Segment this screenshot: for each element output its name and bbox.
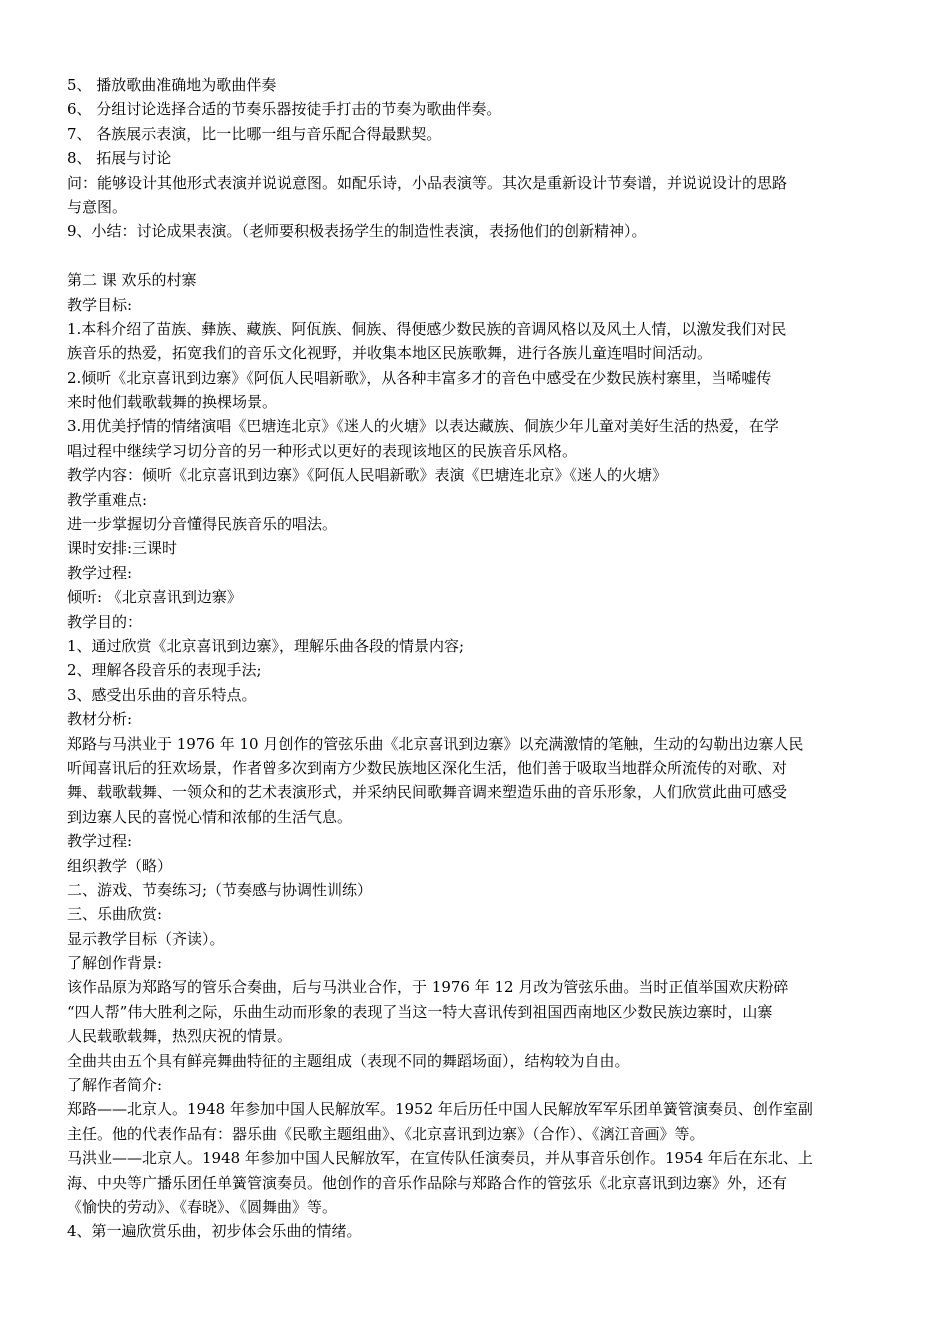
text-line: 马洪业——北京人。1948 年参加中国人民解放军，在宣传队任演奏员，并从事音乐创作。1954 年后在东北、上 bbox=[67, 1149, 813, 1168]
text-line: 主任。他的代表作品有：器乐曲《民歌主题组曲》、《北京喜讯到边寨》（合作）、《漓江音画》等。 bbox=[67, 1124, 705, 1143]
text-line: 《愉快的劳动》、《春晓》、《圆舞曲》等。 bbox=[67, 1197, 338, 1216]
text-line: 3.用优美抒情的情绪演唱《巴塘连北京》《迷人的火塘》以表达藏族、侗族少年儿童对美好生活的热爱，在学 bbox=[67, 417, 779, 436]
text-line bbox=[67, 1244, 885, 1268]
text-line: 4、第一遍欣赏乐曲，初步体会乐曲的情绪。 bbox=[67, 1222, 362, 1241]
text-line: 来时他们载歌载舞的换棵场景。 bbox=[67, 393, 278, 412]
text-line: 教学重难点: bbox=[67, 490, 148, 509]
text-line: 教学目的： bbox=[67, 612, 143, 631]
text-line: 倾听: 《北京喜讯到边寨》 bbox=[67, 588, 242, 607]
text-line: 舞、载歌载舞、一领众和的艺术表演形式，并采纳民间歌舞音调来塑造乐曲的音乐形象，人们欣赏此曲可感受 bbox=[67, 783, 788, 802]
text-line: 三、乐曲欣赏: bbox=[67, 905, 163, 924]
lesson-title: 第二 课 欢乐的村寨 bbox=[67, 271, 197, 290]
text-line: 教学过程: bbox=[67, 832, 133, 851]
text-line: 2.倾听《北京喜讯到边寨》《阿佤人民唱新歌》，从各种丰富多才的音色中感受在少数民族村寨里，当唏嘘传 bbox=[67, 368, 772, 387]
text-line: 郑路——北京人。1948 年参加中国人民解放军。1952 年后历任中国人民解放军军乐团单簧管演奏员、创作室副 bbox=[67, 1100, 813, 1119]
text-line: 显示教学目标（齐读）。 bbox=[67, 929, 225, 948]
text-line: 问：能够设计其他形式表演并说说意图。如配乐诗，小品表演等。其次是重新设计节奏谱，并说说设计的思路 bbox=[67, 173, 788, 192]
text-line: 人民载歌载舞，热烈庆祝的情景。 bbox=[67, 1027, 293, 1046]
text-line: 与意图。 bbox=[67, 197, 128, 216]
text-line: 唱过程中继续学习切分音的另一种形式以更好的表现该地区的民族音乐风格。 bbox=[67, 441, 578, 460]
text-line: 教材分析: bbox=[67, 710, 133, 729]
text-line: 教学过程: bbox=[67, 563, 133, 582]
text-line: “四人帮”伟大胜利之际，乐曲生动而形象的表现了当这一特大喜讯传到祖国西南地区少数民族边寨时，山寨 bbox=[67, 1002, 773, 1021]
text-line: 全曲共由五个具有鲜亮舞曲特征的主题组成（表现不同的舞蹈场面），结构较为自由。 bbox=[67, 1051, 630, 1070]
text-line: 3、感受出乐曲的音乐特点。 bbox=[67, 685, 257, 704]
text-line: 教学内容：倾听《北京喜讯到边寨》《阿佤人民唱新歌》表演《巴塘连北京》《迷人的火塘》 bbox=[67, 466, 668, 485]
text-line: 8、 拓展与讨论 bbox=[67, 149, 172, 168]
text-line: 进一步掌握切分音懂得民族音乐的唱法。 bbox=[67, 515, 338, 534]
text-line: 1.本科介绍了苗族、彝族、藏族、阿佤族、侗族、得便感少数民族的音调风格以及风土人情，以激发我们对民 bbox=[67, 319, 787, 338]
blank-line bbox=[67, 244, 885, 268]
text-line: 到边寨人民的喜悦心情和浓郁的生活气息。 bbox=[67, 807, 353, 826]
text-line: 二、游戏、节奏练习;（节奏感与协调性训练） bbox=[67, 880, 373, 899]
text-line: 了解作者简介: bbox=[67, 1076, 163, 1095]
text-line: 该作品原为郑路写的管乐合奏曲，后与马洪业合作，于 1976 年 12 月改为管弦乐曲。当时正值举国欢庆粉碎 bbox=[67, 978, 789, 997]
text-line: 9、小结：讨论成果表演。（老师要积极表扬学生的制造性表演，表扬他们的创新精神）。 bbox=[67, 222, 647, 241]
text-line: 组织教学（略） bbox=[67, 856, 173, 875]
text-line: 郑路与马洪业于 1976 年 10 月创作的管弦乐曲《北京喜讯到边寨》以充满激情的笔触，生动的勾勒出边寨人民 bbox=[67, 734, 804, 753]
text-line: 了解创作背景: bbox=[67, 954, 163, 973]
text-line: 1、通过欣赏《北京喜讯到边寨》，理解乐曲各段的情景内容; bbox=[67, 636, 465, 655]
text-line: 听闻喜讯后的狂欢场景，作者曾多次到南方少数民族地区深化生活，他们善于吸取当地群众所流传的对歌、对 bbox=[67, 758, 788, 777]
text-line: 2、理解各段音乐的表现手法; bbox=[67, 661, 262, 680]
text-line: 课时安排:三课时 bbox=[67, 539, 178, 558]
text-line: 5、 播放歌曲准确地为歌曲伴奏 bbox=[67, 76, 277, 94]
text-line: 海、中央等广播乐团任单簧管演奏员。他创作的音乐作品除与郑路合作的管弦乐《北京喜讯到边寨》外，还有 bbox=[67, 1173, 788, 1192]
document-page bbox=[67, 73, 885, 1268]
text-line: 族音乐的热爱，拓宽我们的音乐文化视野，并收集本地区民族歌舞，进行各族儿童连唱时间活动。 bbox=[67, 344, 713, 363]
text-line: 教学目标: bbox=[67, 295, 133, 314]
text-line: 7、 各族展示表演，比一比哪一组与音乐配合得最默契。 bbox=[67, 124, 442, 143]
text-line: 6、 分组讨论选择合适的节奏乐器按徒手打击的节奏为歌曲伴奏。 bbox=[67, 100, 502, 119]
